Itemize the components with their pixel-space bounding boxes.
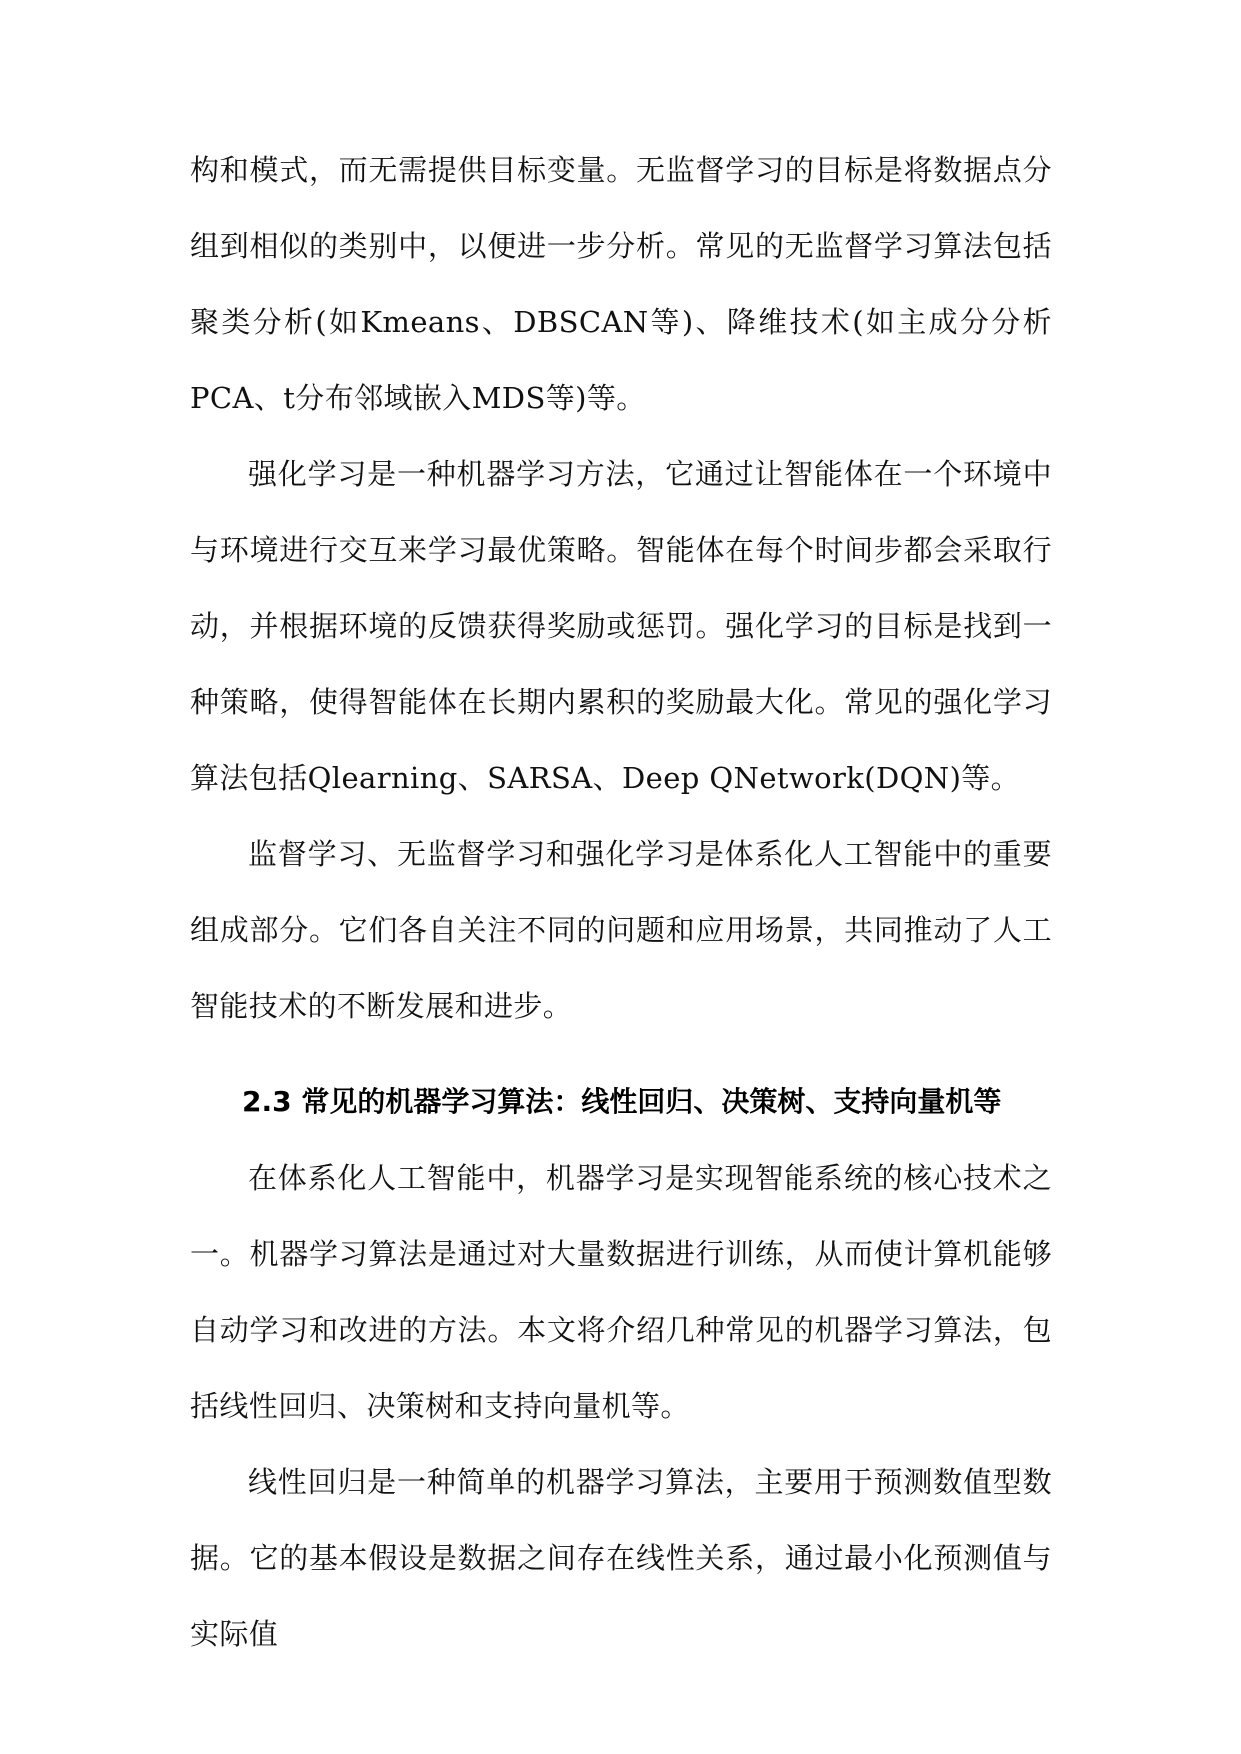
- page-content: [190, 132, 1052, 1672]
- paragraph-unsupervised-learning-continued: 构和模式，而无需提供目标变量。无监督学习的目标是将数据点分组到相似的类别中，以便进一步分析。常见的无监督学习算法包括聚类分析(如Kmeans、DBSCAN等)、降维技术(如主成分分析PCA、t分布邻域嵌入MDS等)等。: [190, 153, 1052, 415]
- paragraph-learning-summary: 监督学习、无监督学习和强化学习是体系化人工智能中的重要组成部分。它们各自关注不同的问题和应用场景，共同推动了人工智能技术的不断发展和进步。: [190, 837, 1052, 1023]
- paragraph-ml-algorithms-intro: 在体系化人工智能中，机器学习是实现智能系统的核心技术之一。机器学习算法是通过对大量数据进行训练，从而使计算机能够自动学习和改进的方法。本文将介绍几种常见的机器学习算法，包括线性回归、决策树和支持向量机等。: [190, 1161, 1052, 1423]
- paragraph-reinforcement-learning: 强化学习是一种机器学习方法，它通过让智能体在一个环境中与环境进行交互来学习最优策略。智能体在每个时间步都会采取行动，并根据环境的反馈获得奖励或惩罚。强化学习的目标是找到一种策略，使得智能体在长期内累积的奖励最大化。常见的强化学习算法包括Qlearning、SARSA、Deep QNetwork(DQN)等。: [190, 457, 1052, 795]
- section-heading: 2.3 常见的机器学习算法：线性回归、决策树、支持向量机等: [242, 1085, 1002, 1118]
- paragraph-linear-regression: 线性回归是一种简单的机器学习算法，主要用于预测数值型数据。它的基本假设是数据之间存在线性关系，通过最小化预测值与实际值: [190, 1465, 1052, 1651]
